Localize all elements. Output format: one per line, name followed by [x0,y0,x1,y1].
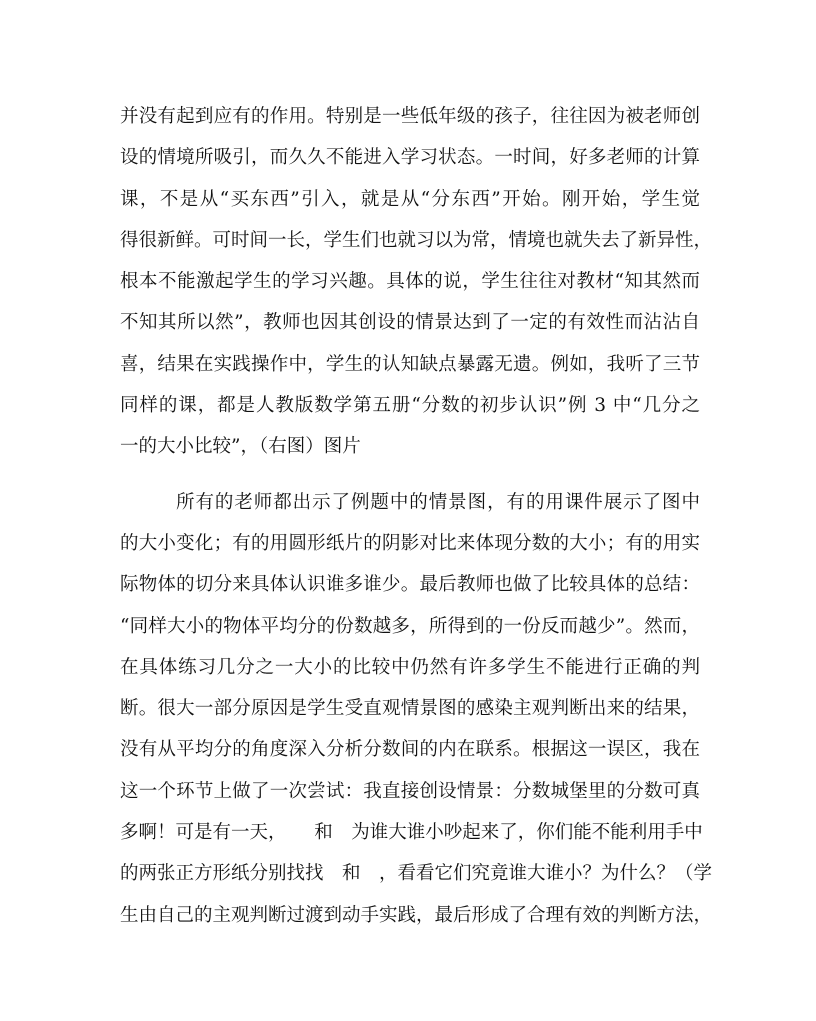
text-line: 这一个环节上做了一次尝试：我直接创设情景：分数城堡里的分数可真 [120,780,700,802]
text-line: 并没有起到应有的作用。特别是一些低年级的孩子，往往因为被老师创 [120,106,700,127]
text-line: 断。很大一部分原因是学生受直观情景图的感染主观判断出来的结果， [120,698,700,720]
document-body [120,96,713,936]
text-line: 课，不是从“买东西”引入，就是从“分东西”开始。刚开始，学生觉 [120,188,700,210]
text-line: 多啊！可是有一天， 和 为谁大谁小吵起来了，你们能不能利用手中 [120,822,703,844]
paragraph-2 [120,482,713,936]
text-line: 同样的课，都是人教版数学第五册“分数的初步认识”例 3 中“几分之 [120,395,700,417]
text-line: 没有从平均分的角度深入分析分数间的内在联系。根据这一误区，我在 [120,739,700,761]
text-line: 根本不能激起学生的学习兴趣。具体的说，学生往往对教材“知其然而 [120,271,700,293]
text-line: “同样大小的物体平均分的份数越多，所得到的一份反而越少”。然而， [120,615,700,637]
text-line: 设的情境所吸引，而久久不能进入学习状态。一时间，好多老师的计算 [120,147,700,169]
paragraph-gap [120,468,700,482]
text-line: 得很新鲜。可时间一长，学生们也就习以为常，情境也就失去了新异性， [120,229,713,251]
text-line: 喜，结果在实践操作中，学生的认知缺点暴露无遗。例如，我听了三节 [120,353,700,375]
text-line: 的两张正方形纸分别找找 和 ，看看它们究竟谁大谁小？为什么？（学 [120,863,713,885]
text-line: 不知其所以然”，教师也因其创设的情景达到了一定的有效性而沾沾自 [120,312,700,334]
paragraph-1 [120,96,713,468]
text-line: 所有的老师都出示了例题中的情景图，有的用课件展示了图中 [176,491,700,513]
text-line: 一的大小比较”，（右图）图片 [120,436,361,458]
text-line: 在具体练习几分之一大小的比较中仍然有许多学生不能进行正确的判 [120,656,700,678]
text-line: 的大小变化；有的用圆形纸片的阴影对比来体现分数的大小；有的用实 [120,532,700,554]
text-line: 生由自己的主观判断过渡到动手实践，最后形成了合理有效的判断方法， [120,904,713,926]
text-line: 际物体的切分来具体认识谁多谁少。最后教师也做了比较具体的总结： [120,574,700,596]
